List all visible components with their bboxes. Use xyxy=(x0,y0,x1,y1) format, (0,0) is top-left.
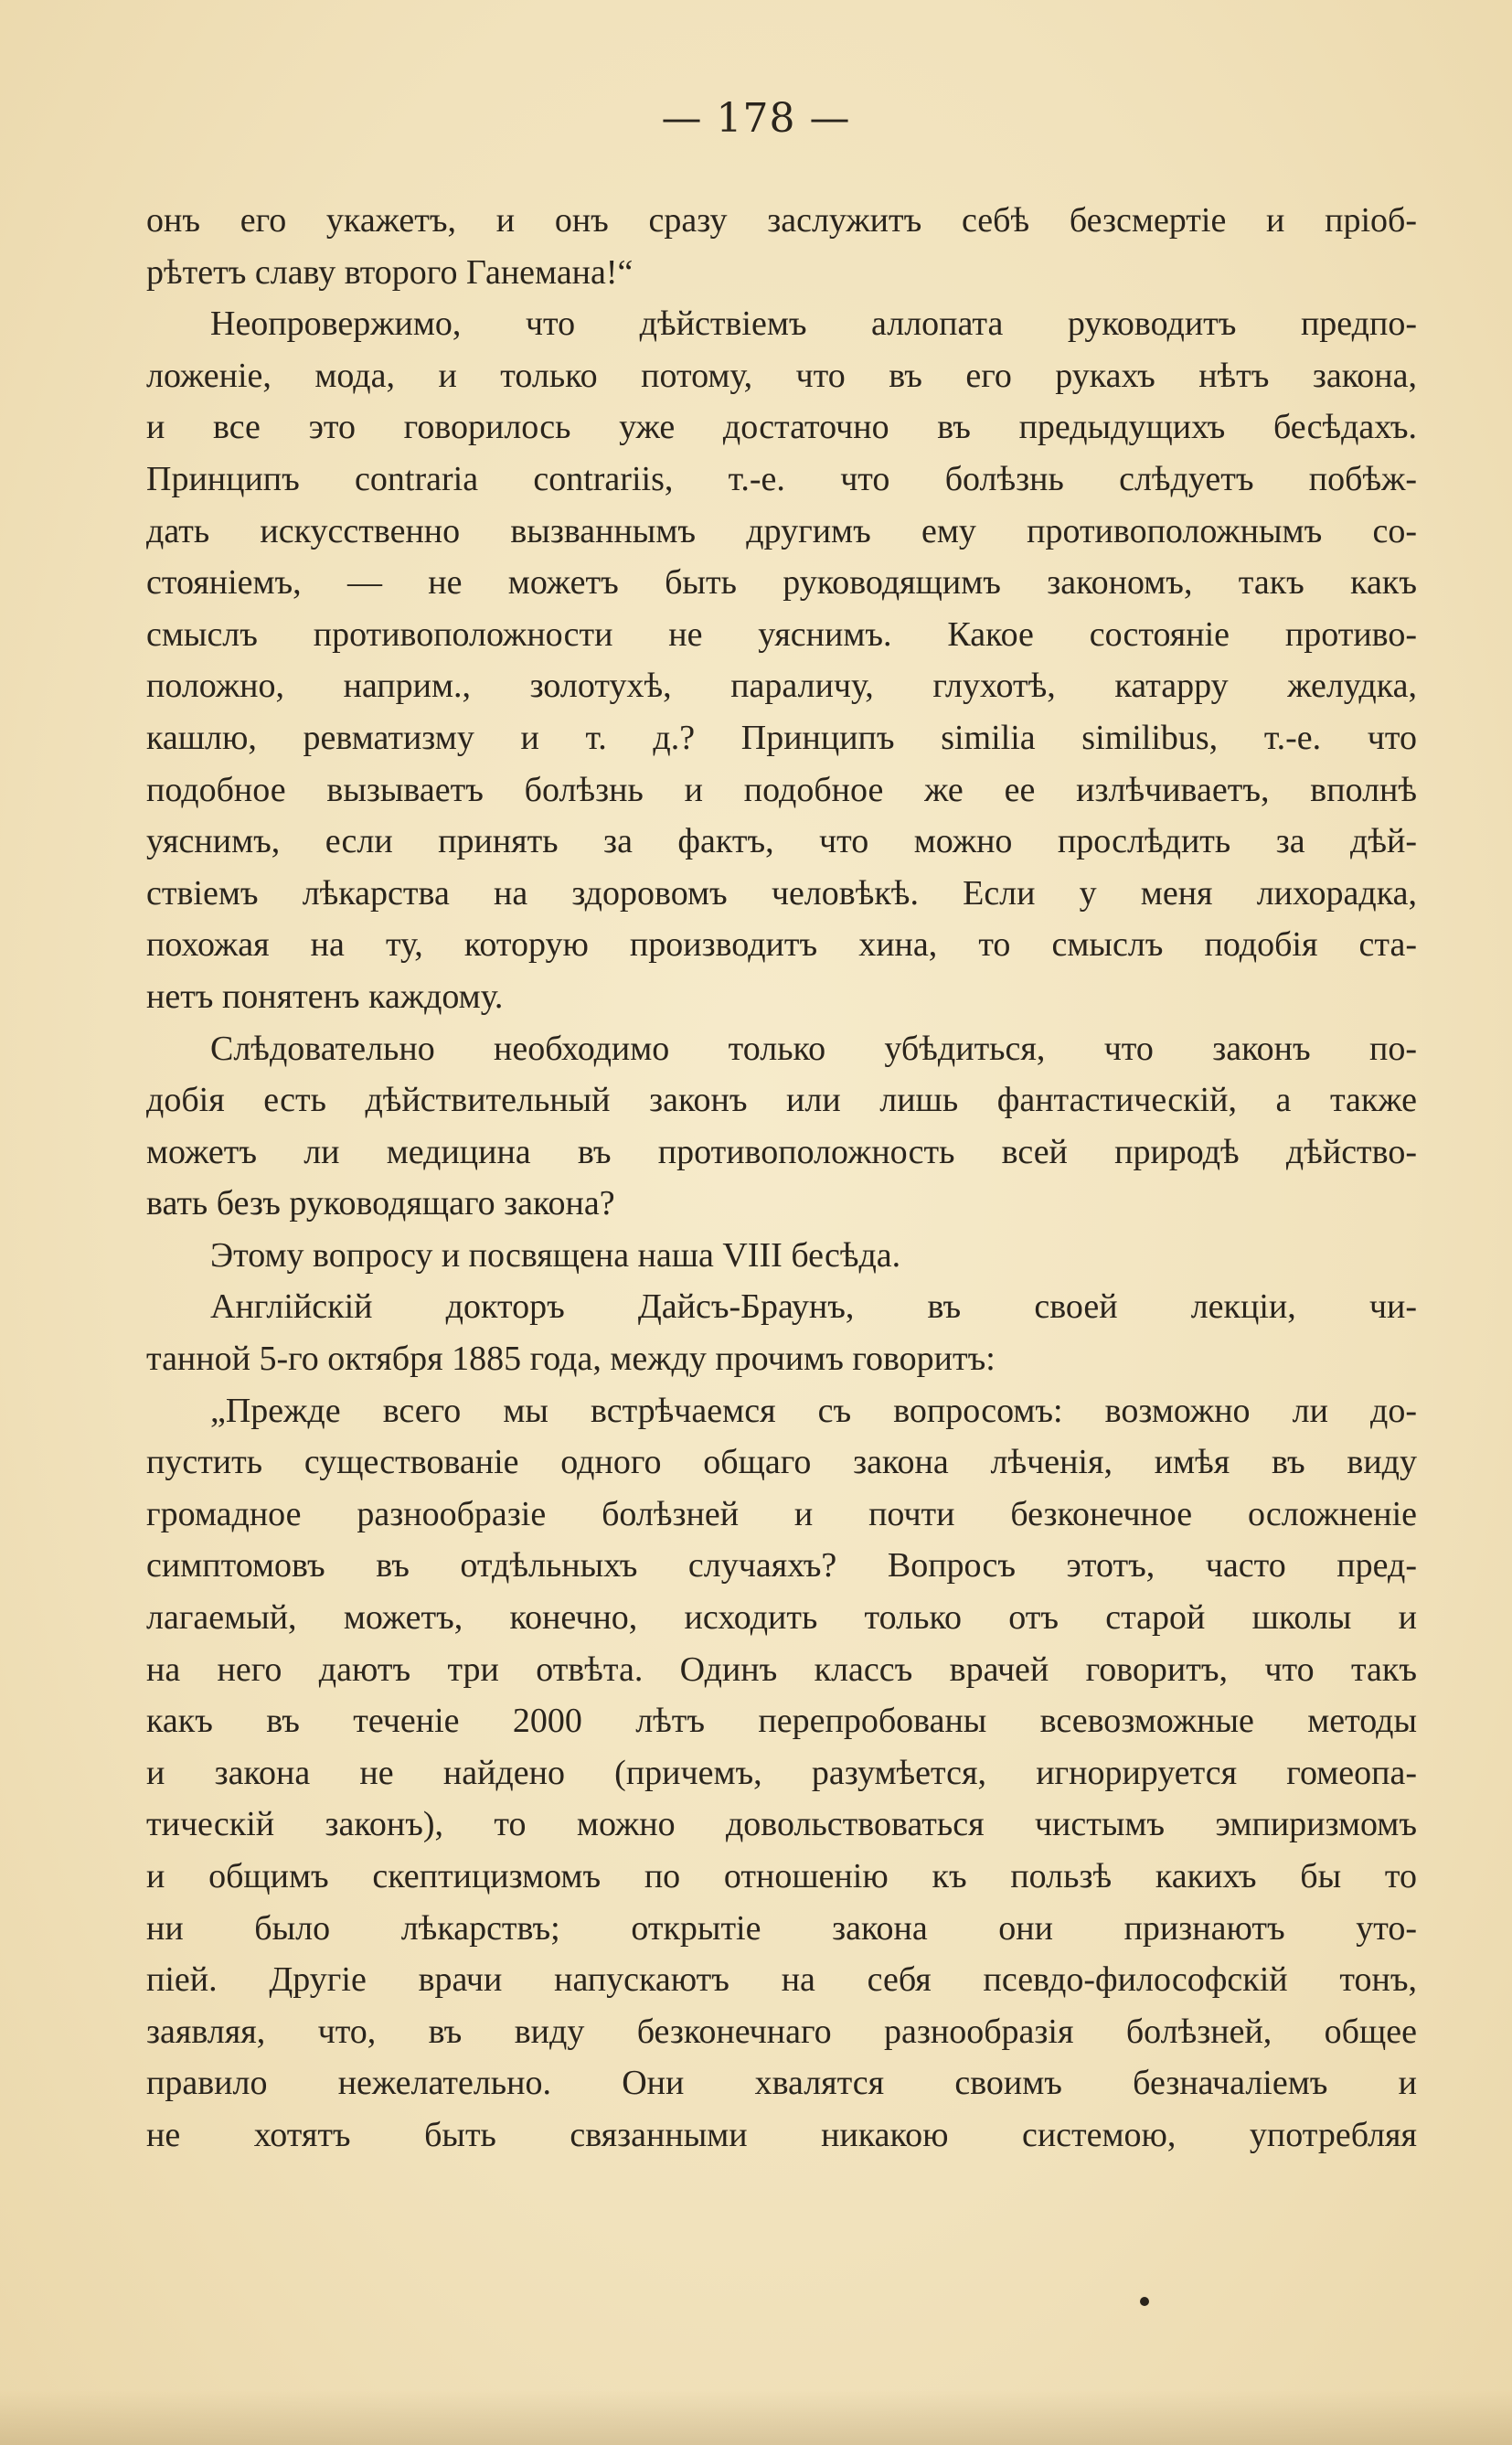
text-line: правило нежелательно. Они хвалятся своимъ безначаліемъ и xyxy=(146,2064,1417,2103)
text-line: не хотятъ быть связанными никакою системою, употребляя xyxy=(146,2115,1417,2154)
text-line: кашлю, ревматизму и т. д.? Принципъ similia similibus, т.-е. что xyxy=(146,718,1417,757)
page-number: — 178 — xyxy=(661,95,851,142)
ink-speck xyxy=(1140,2297,1149,2306)
text-line: Принципъ contraria contrariis, т.-е. что болѣзнь слѣдуетъ побѣж- xyxy=(146,459,1417,498)
text-line: онъ его укажетъ, и онъ сразу заслужитъ себѣ безсмертіе и пріоб- xyxy=(146,201,1417,240)
text-line: и все это говорилось уже достаточно въ предыдущихъ бесѣдахъ. xyxy=(146,408,1417,447)
text-line: и закона не найдено (причемъ, разумѣется, игнорируется гомеопа- xyxy=(146,1753,1417,1792)
text-line: рѣтетъ славу второго Ганемана!“ xyxy=(146,252,634,292)
text-line: ложеніе, мода, и только потому, что въ его рукахъ нѣтъ закона, xyxy=(146,356,1417,395)
text-line: піей. Другіе врачи напускаютъ на себя псевдо-философскій тонъ, xyxy=(146,1960,1417,2000)
text-line: положно, наприм., золотухѣ, параличу, глухотѣ, катарру желудка, xyxy=(146,667,1417,706)
text-line: можетъ ли медицина въ противоположность всей природѣ дѣйство- xyxy=(146,1132,1417,1171)
text-line: Англійскій докторъ Дайсъ-Браунъ, въ своей лекціи, чи- xyxy=(210,1287,1417,1327)
text-line: на него даютъ три отвѣта. Одинъ классъ врачей говоритъ, что такъ xyxy=(146,1650,1417,1689)
text-line: ни было лѣкарствъ; открытіе закона они признаютъ уто- xyxy=(146,1908,1417,1948)
text-line: ствіемъ лѣкарства на здоровомъ человѣкѣ. Если у меня лихорадка, xyxy=(146,873,1417,913)
text-line: танной 5-го октября 1885 года, между прочимъ говоритъ: xyxy=(146,1340,996,1379)
text-line: смыслъ противоположности не уяснимъ. Какое состояніе противо- xyxy=(146,614,1417,654)
text-line: уяснимъ, если принять за фактъ, что можно прослѣдить за дѣй- xyxy=(146,822,1417,861)
text-line: стояніемъ, — не можетъ быть руководящимъ закономъ, такъ какъ xyxy=(146,563,1417,603)
text-line: „Прежде всего мы встрѣчаемся съ вопросомъ: возможно ли до- xyxy=(210,1391,1417,1430)
body-text xyxy=(146,195,1417,2162)
text-line: Неопровержимо, что дѣйствіемъ аллопата руководитъ предпо- xyxy=(210,304,1417,344)
text-line: вать безъ руководящаго закона? xyxy=(146,1184,615,1223)
page-edge-shadow xyxy=(0,2390,1512,2445)
text-line: похожая на ту, которую производитъ хина, то смыслъ подобія ста- xyxy=(146,925,1417,965)
text-line: Слѣдовательно необходимо только убѣдиться, что законъ по- xyxy=(210,1029,1417,1068)
text-line: подобное вызываетъ болѣзнь и подобное же ее излѣчиваетъ, вполнѣ xyxy=(146,770,1417,809)
text-line: какъ въ теченіе 2000 лѣтъ перепробованы всевозможные методы xyxy=(146,1702,1417,1741)
text-line: тическій законъ), то можно довольствоваться чистымъ эмпиризмомъ xyxy=(146,1805,1417,1844)
text-line: заявляя, что, въ виду безконечнаго разнообразія болѣзней, общее xyxy=(146,2012,1417,2051)
text-line: добія есть дѣйствительный законъ или лишь фантастическій, а также xyxy=(146,1081,1417,1120)
text-line: громадное разнообразіе болѣзней и почти безконечное осложненіе xyxy=(146,1494,1417,1533)
text-line: пустить существованіе одного общаго закона лѣченія, имѣя въ виду xyxy=(146,1443,1417,1482)
text-line: и общимъ скептицизмомъ по отношенію къ пользѣ какихъ бы то xyxy=(146,1857,1417,1895)
text-line: дать искусственно вызваннымъ другимъ ему противоположнымъ со- xyxy=(146,511,1417,550)
text-line: Этому вопросу и посвящена наша VIII бесѣда. xyxy=(210,1235,901,1275)
text-line: симптомовъ въ отдѣльныхъ случаяхъ? Вопросъ этотъ, часто пред- xyxy=(146,1546,1417,1586)
text-line: лагаемый, можетъ, конечно, исходить только отъ старой школы и xyxy=(146,1598,1417,1638)
text-line: нетъ понятенъ каждому. xyxy=(146,977,504,1016)
